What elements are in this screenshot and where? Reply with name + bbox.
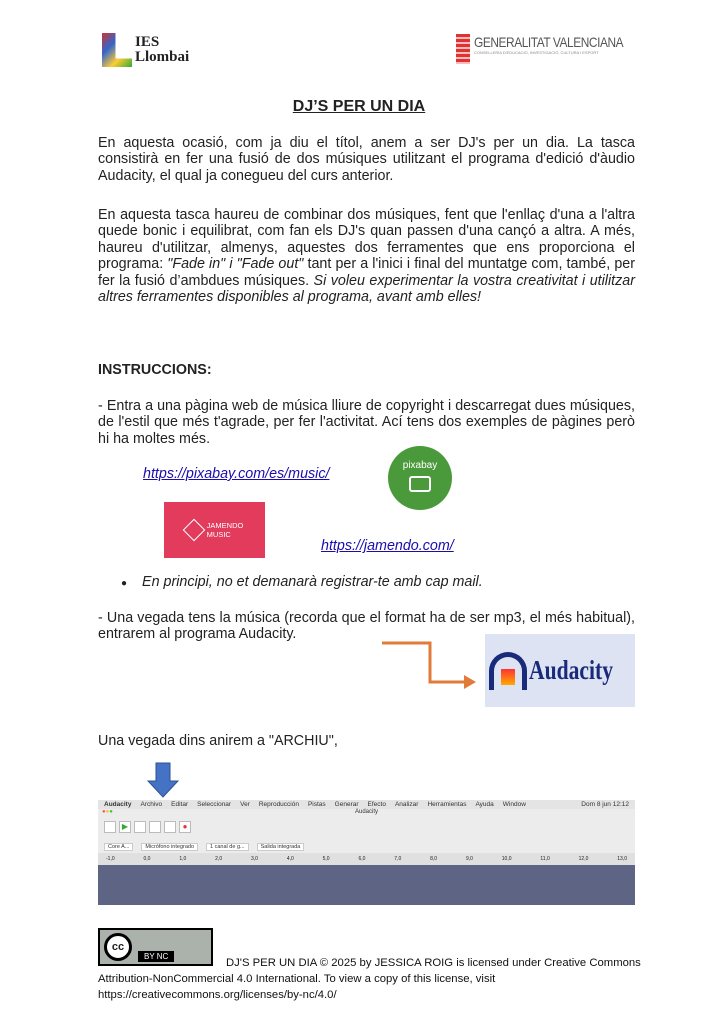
ruler-tick-label: 4,0	[286, 856, 294, 862]
device-toolbar	[98, 843, 635, 851]
ies-llombai-logo: IES Llombai	[102, 33, 195, 67]
page-title: DJ’S PER UN DIA	[292, 98, 426, 115]
menu-item[interactable]: Herramientas	[427, 801, 467, 808]
step-3: Una vegada dins anirem a "ARCHIU",	[98, 733, 338, 749]
ruler-tick-label: 3,0	[250, 856, 258, 862]
menu-item[interactable]: Editar	[171, 801, 189, 808]
ruler-tick-label: 11,0	[540, 856, 550, 862]
ruler-tick-label: 5,0	[322, 856, 330, 862]
window-title-bar: ●●● Audacity	[102, 809, 378, 815]
orange-arrow-icon	[380, 638, 480, 690]
cc-by-nc-badge: cc BY NC	[98, 928, 213, 966]
timeline-ruler[interactable]	[98, 853, 635, 865]
task-paragraph: En aquesta tasca haureu de combinar dos músiques, fent que l'enllaç d'una a l'altra quede bonic i equilibrat, com fan els DJ's quan passen d'una cançó a altra. A més, haureu d'utilitzar, almenys, aquestes dos ferramentes que ens proporciona el programa: "Fade in" i "Fade out" tant per a l'inici i final del muntatge com, també, per fer la fusió d’ambdues músiques. Si voleu experimentar la vostra creativitat i utilitzar altres ferramentes disponibles al programa, avant amb elles!	[98, 207, 636, 306]
pixabay-link[interactable]: https://pixabay.com/es/music/	[143, 466, 330, 482]
skip-end-button[interactable]	[164, 821, 176, 833]
pause-button[interactable]	[104, 821, 116, 833]
license-line-2: Attribution-NonCommercial 4.0 International. To view a copy of this license, visit	[98, 973, 496, 985]
record-button[interactable]: ●	[179, 821, 191, 833]
ruler-tick-label: 13,0	[617, 856, 627, 862]
stop-button[interactable]	[134, 821, 146, 833]
device-select[interactable]: Micrófono integrado	[141, 843, 198, 851]
ruler-tick-label: -1,0	[106, 856, 115, 862]
jamendo-logo: JAMENDO MUSIC	[164, 502, 265, 558]
menu-item[interactable]: Archivo	[140, 801, 163, 808]
ruler-tick-label: 8,0	[430, 856, 438, 862]
device-select[interactable]: Salida integrada	[257, 843, 305, 851]
ruler-tick-label: 9,0	[465, 856, 473, 862]
skip-start-button[interactable]	[149, 821, 161, 833]
menu-item[interactable]: Ver	[240, 801, 250, 808]
menu-item[interactable]: Reproducción	[258, 801, 299, 808]
menu-item[interactable]: Window	[502, 801, 526, 808]
track-area[interactable]	[98, 865, 635, 905]
menu-item[interactable]: Generar	[334, 801, 359, 808]
menu-item[interactable]: Pistas	[307, 801, 326, 808]
ruler-tick-label: 1,0	[179, 856, 187, 862]
step-2: - Una vegada tens la música (recorda que el format ha de ser mp3, el més habitual), entrarem al programa Audacity.	[98, 610, 635, 643]
ruler-tick-label: 10,0	[501, 856, 512, 862]
instructions-heading: INSTRUCCIONS:	[98, 362, 212, 378]
mac-menu-bar	[98, 800, 635, 809]
menu-item[interactable]: Seleccionar	[197, 801, 232, 808]
audacity-logo: Audacity	[485, 634, 635, 707]
menu-item[interactable]: Efecto	[367, 801, 386, 808]
menu-item[interactable]: Analizar	[394, 801, 419, 808]
ruler-tick-label: 6,0	[358, 856, 366, 862]
step-1: - Entra a una pàgina web de música lliure de copyright i descarregat dues músiques, de l'estil que més t'agrade, per fer l'activitat. Ací tens dos exemples de pàgines però hi ha moltes més.	[98, 398, 635, 447]
ruler-tick-label: 2,0	[215, 856, 223, 862]
intro-paragraph: En aquesta ocasió, com ja diu el títol, anem a ser DJ's per un dia. La tasca consistirà en fer una fusió de dos músiques utilitzant el programa d'edició d'àudio Audacity, el qual ja conegueu del curs anterior.	[98, 135, 635, 184]
device-select[interactable]: Core A...	[104, 843, 133, 851]
ruler-tick-label: 0,0	[143, 856, 151, 862]
audacity-screenshot	[98, 800, 635, 905]
ruler-tick-label: 12,0	[578, 856, 589, 862]
license-link[interactable]: https://creativecommons.org/licenses/by-nc/4.0/	[98, 989, 337, 1001]
transport-toolbar	[98, 815, 635, 843]
bullet-item: ● En principi, no et demanarà registrar-te amb cap mail.	[121, 574, 483, 590]
menu-item[interactable]: Audacity	[104, 801, 132, 808]
ruler-tick-label: 7,0	[394, 856, 402, 862]
blue-down-arrow-icon	[147, 762, 179, 798]
jamendo-link[interactable]: https://jamendo.com/	[321, 538, 454, 554]
device-select[interactable]: 1 canal de g...	[206, 843, 249, 851]
play-button[interactable]: ▶	[119, 821, 131, 833]
pixabay-logo: pixabay	[388, 446, 452, 510]
menu-item[interactable]: Ayuda	[475, 801, 494, 808]
license-line-1: DJ'S PER UN DIA © 2025 by JESSICA ROIG is licensed under Creative Commons	[226, 957, 641, 969]
clock: Dom 8 jun 12:12	[581, 801, 629, 808]
generalitat-logo: GENERALITAT VALENCIANA CONSELLERIA D'EDUCACIÓ, INVESTIGACIÓ, CULTURA I ESPORT	[456, 34, 649, 64]
